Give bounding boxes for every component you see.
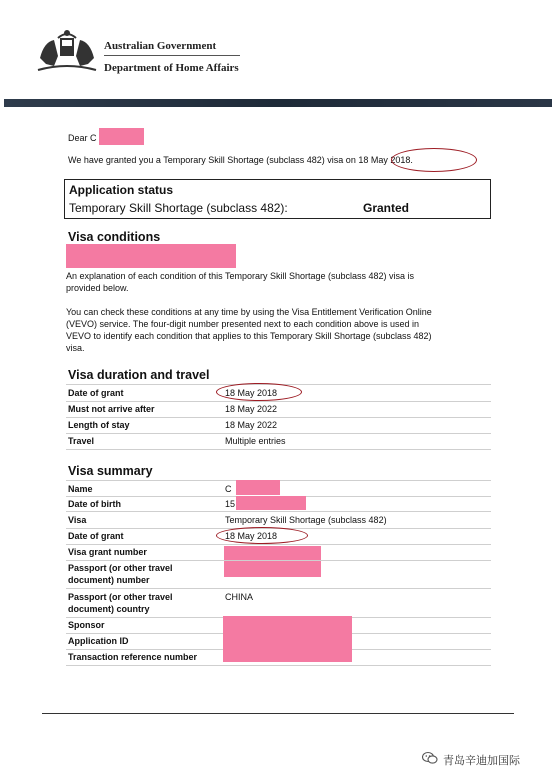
highlight-oval xyxy=(216,383,302,401)
row-value: Temporary Skill Shortage (subclass 482) xyxy=(225,515,387,525)
row-value: 18 May 2022 xyxy=(225,404,278,414)
row-value: 18 May 2018 xyxy=(225,531,278,541)
status-visa: Temporary Skill Shortage (subclass 482): xyxy=(69,201,288,215)
government-name: Australian Government xyxy=(104,40,217,52)
row-label: Transaction reference number xyxy=(68,652,198,662)
row-label: Visa grant number xyxy=(68,547,147,557)
duration-heading: Visa duration and travel xyxy=(68,368,210,382)
conditions-para2-line1: You can check these conditions at any time by using the Visa Entitlement Verification Online xyxy=(66,307,432,317)
conditions-para1-line1: An explanation of each condition of this Temporary Skill Shortage (subclass 482) visa is xyxy=(66,271,415,281)
row-label: Name xyxy=(68,484,93,494)
redacted-sponsor-details xyxy=(223,616,352,662)
divider xyxy=(66,449,491,450)
department-name: Department of Home Affairs xyxy=(104,62,239,74)
row-value: Multiple entries xyxy=(225,436,286,446)
grant-intro-text: We have granted you a Temporary Skill Shortage (subclass 482) visa on xyxy=(68,155,356,165)
coat-of-arms-icon xyxy=(36,28,98,76)
divider xyxy=(66,433,491,434)
grant-intro xyxy=(68,155,413,166)
divider xyxy=(66,544,491,545)
status-value: Granted xyxy=(363,201,410,215)
divider xyxy=(66,588,491,589)
greeting: Dear C xyxy=(68,133,97,143)
header-bar xyxy=(4,99,552,107)
wechat-icon xyxy=(422,751,438,765)
row-value: 18 May 2022 xyxy=(225,420,278,430)
row-label: Length of stay xyxy=(68,420,130,430)
application-status-box xyxy=(64,179,491,219)
conditions-para2-line2: (VEVO) service. The four-digit number presented next to each condition above is used in xyxy=(66,319,420,329)
divider xyxy=(66,417,491,418)
row-value: CHINA xyxy=(225,592,254,602)
conditions-para1-line2: provided below. xyxy=(66,283,129,293)
divider xyxy=(66,401,491,402)
highlight-oval xyxy=(216,527,308,544)
row-label: Passport (or other travel xyxy=(68,563,173,573)
row-label: Date of grant xyxy=(68,388,124,398)
footer-divider xyxy=(42,713,514,714)
row-label: Sponsor xyxy=(68,620,105,630)
row-label: Passport (or other travel xyxy=(68,592,173,602)
row-value: 18 May 2018 xyxy=(225,388,278,398)
row-value: C xyxy=(225,484,232,494)
row-label: Application ID xyxy=(68,636,129,646)
divider xyxy=(66,560,491,561)
redacted-name xyxy=(236,480,280,495)
grant-intro-date: 18 May 2018. xyxy=(358,155,413,165)
divider xyxy=(66,511,491,512)
row-label: Visa xyxy=(68,515,87,525)
conditions-para2-line3: VEVO to identify each condition that applies to this Temporary Skill Shortage (subclass 482) xyxy=(66,331,432,341)
visa-conditions-heading: Visa conditions xyxy=(68,230,161,244)
status-title: Application status xyxy=(69,183,174,197)
redacted-name xyxy=(99,128,144,145)
highlight-oval xyxy=(391,148,477,172)
redacted-conditions xyxy=(66,244,236,268)
row-label: document) country xyxy=(68,604,150,614)
watermark: 青岛辛迪加国际 xyxy=(443,755,520,767)
divider xyxy=(66,665,491,666)
row-label: Must not arrive after xyxy=(68,404,155,414)
row-label: document) number xyxy=(68,575,150,585)
conditions-para2-line4: visa. xyxy=(66,343,85,353)
header-divider xyxy=(104,55,240,56)
row-value: 15 xyxy=(225,499,236,509)
redacted-birth-date xyxy=(236,496,306,510)
row-label: Date of grant xyxy=(68,531,124,541)
redacted-grant-number xyxy=(224,546,321,577)
row-label: Date of birth xyxy=(68,499,121,509)
row-label: Travel xyxy=(68,436,95,446)
summary-heading: Visa summary xyxy=(68,464,153,478)
